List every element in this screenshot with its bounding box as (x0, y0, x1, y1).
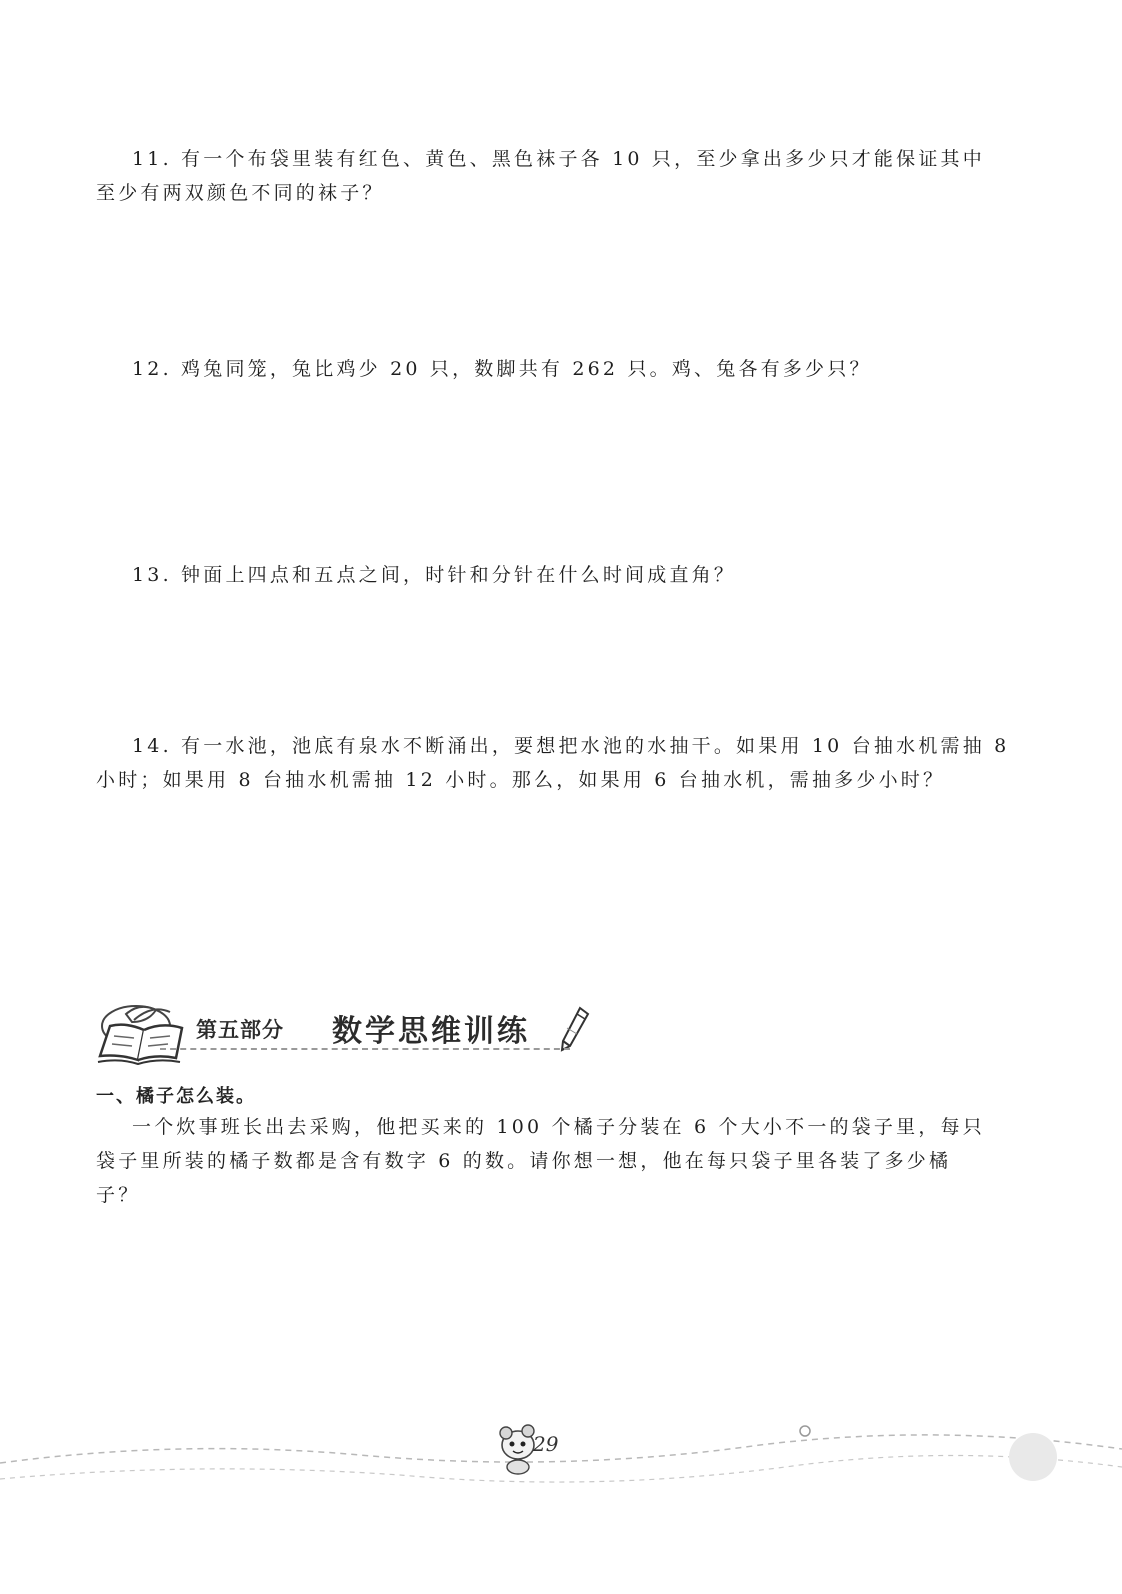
problem-line-2: 袋子里所装的橘子数都是含有数字 6 的数。请你想一想，他在每只袋子里各装了多少橘 (96, 1150, 952, 1172)
section-part-label: 第五部分 (196, 1018, 284, 1042)
question-14-line-1: 14. 有一水池，池底有泉水不断涌出，要想把水池的水抽干。如果用 10 台抽水机需抽 8 (132, 735, 1010, 757)
question-14 (96, 729, 1010, 797)
question-11 (96, 142, 1001, 210)
open-book-icon (96, 1000, 206, 1068)
footer-dashed-wave (0, 1405, 1122, 1505)
section-title: 数学思维训练 (332, 1014, 530, 1049)
section-header-underline (160, 1048, 570, 1050)
question-13 (96, 558, 1001, 592)
question-14-line-2: 小时；如果用 8 台抽水机需抽 12 小时。那么，如果用 6 台抽水机，需抽多少小时？ (96, 769, 946, 791)
problem-line-3: 子？ (96, 1184, 141, 1206)
question-12 (96, 352, 1001, 386)
page-number: 29 (533, 1432, 559, 1456)
problem-text (96, 1110, 1001, 1212)
question-11-line-2: 至少有两双颜色不同的袜子？ (96, 182, 385, 204)
question-12-line-1: 12. 鸡兔同笼，兔比鸡少 20 只，数脚共有 262 只。鸡、兔各有多少只？ (132, 358, 872, 380)
pencil-icon (558, 1006, 590, 1054)
question-11-line-1: 11. 有一个布袋里装有红色、黄色、黑色袜子各 10 只，至少拿出多少只才能保证其中 (132, 148, 985, 170)
page-footer (0, 1405, 1122, 1505)
question-13-line-1: 13. 钟面上四点和五点之间，时针和分针在什么时间成直角？ (132, 564, 737, 586)
problem-line-1: 一个炊事班长出去采购，他把买来的 100 个橘子分装在 6 个大小不一的袋子里，每只 (132, 1116, 985, 1138)
section-header (96, 1000, 616, 1068)
problem-heading: 一、橘子怎么装。 (96, 1086, 256, 1107)
